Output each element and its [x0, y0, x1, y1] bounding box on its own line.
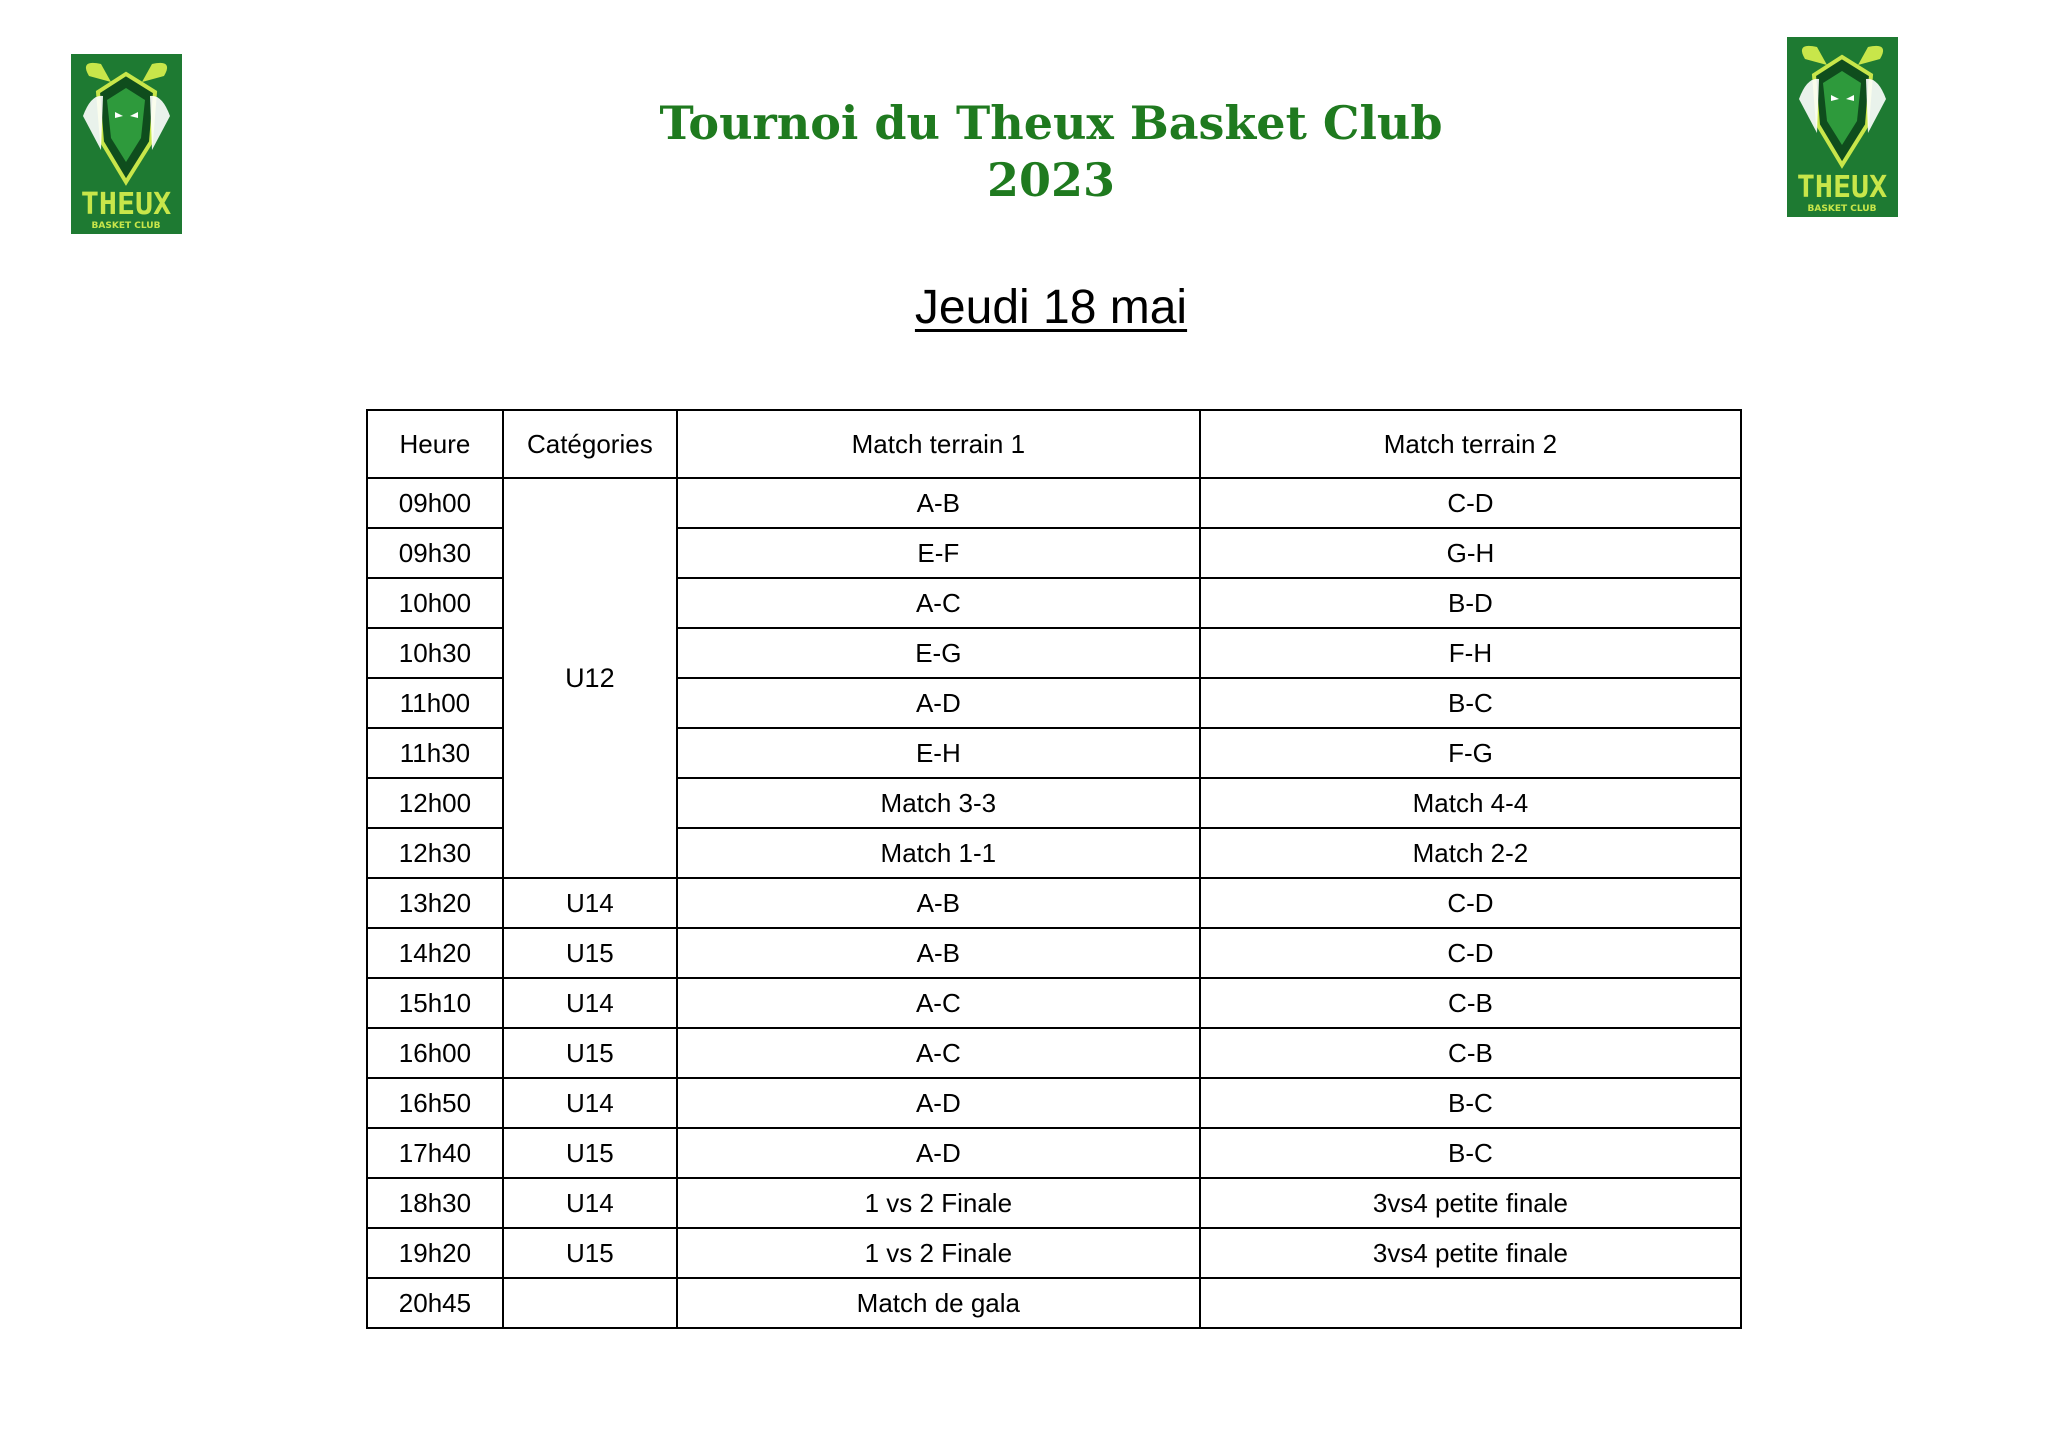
cell-heure: 11h00 [367, 678, 503, 728]
cell-terrain-2: F-H [1200, 628, 1741, 678]
cell-terrain-1: E-F [677, 528, 1200, 578]
table-row [367, 1128, 1741, 1178]
cell-terrain-1: A-D [677, 1078, 1200, 1128]
cell-categorie: U15 [503, 1228, 677, 1278]
cell-terrain-2: B-D [1200, 578, 1741, 628]
column-header-categories: Catégories [503, 410, 677, 478]
cell-heure: 16h50 [367, 1078, 503, 1128]
cell-terrain-1: E-G [677, 628, 1200, 678]
cell-terrain-2: G-H [1200, 528, 1741, 578]
cell-terrain-2: 3vs4 petite finale [1200, 1178, 1741, 1228]
svg-text:THEUX: THEUX [1796, 170, 1888, 205]
cell-heure: 11h30 [367, 728, 503, 778]
table-row [367, 1228, 1741, 1278]
table-row [367, 928, 1741, 978]
cell-terrain-2: Match 2-2 [1200, 828, 1741, 878]
cell-terrain-1: A-C [677, 1028, 1200, 1078]
column-header-heure: Heure [367, 410, 503, 478]
cell-terrain-2: C-B [1200, 1028, 1741, 1078]
page-title: Tournoi du Theux Basket Club [659, 96, 1443, 150]
svg-text:BASKET CLUB: BASKET CLUB [1807, 204, 1877, 214]
cell-heure: 14h20 [367, 928, 503, 978]
cell-heure: 15h10 [367, 978, 503, 1028]
table-row [367, 1028, 1741, 1078]
cell-terrain-1: A-D [677, 678, 1200, 728]
cell-terrain-2: C-D [1200, 928, 1741, 978]
cell-heure: 18h30 [367, 1178, 503, 1228]
schedule-table [366, 409, 1742, 1329]
cell-categorie: U14 [503, 1078, 677, 1128]
page-title-year: 2023 [986, 153, 1116, 207]
cell-heure: 17h40 [367, 1128, 503, 1178]
cell-terrain-1: A-B [677, 878, 1200, 928]
cell-terrain-1: A-C [677, 978, 1200, 1028]
cell-terrain-1: A-D [677, 1128, 1200, 1178]
column-header-terrain-2: Match terrain 2 [1200, 410, 1741, 478]
schedule-body [367, 478, 1741, 1328]
cell-terrain-2 [1200, 1278, 1741, 1328]
table-row [367, 1278, 1741, 1328]
svg-text:THEUX: THEUX [80, 187, 172, 222]
cell-heure: 12h30 [367, 828, 503, 878]
cell-heure: 10h30 [367, 628, 503, 678]
cell-terrain-1: Match 1-1 [677, 828, 1200, 878]
table-row [367, 478, 1741, 528]
date-heading-text: Jeudi 18 mai [914, 281, 1188, 334]
cell-terrain-2: C-D [1200, 478, 1741, 528]
cell-terrain-2: B-C [1200, 1128, 1741, 1178]
cell-heure: 10h00 [367, 578, 503, 628]
cell-terrain-2: 3vs4 petite finale [1200, 1228, 1741, 1278]
cell-categorie: U15 [503, 928, 677, 978]
cell-categorie: U15 [503, 1128, 677, 1178]
cell-terrain-1: A-B [677, 478, 1200, 528]
cell-terrain-1: A-C [677, 578, 1200, 628]
cell-heure: 19h20 [367, 1228, 503, 1278]
cell-terrain-1: E-H [677, 728, 1200, 778]
cell-terrain-2: B-C [1200, 678, 1741, 728]
cell-terrain-2: C-D [1200, 878, 1741, 928]
cell-categorie: U15 [503, 1028, 677, 1078]
cell-categorie: U14 [503, 1178, 677, 1228]
table-row [367, 978, 1741, 1028]
cell-terrain-1: Match de gala [677, 1278, 1200, 1328]
table-row [367, 1178, 1741, 1228]
cell-terrain-1: 1 vs 2 Finale [677, 1178, 1200, 1228]
cell-terrain-2: C-B [1200, 978, 1741, 1028]
svg-text:BASKET CLUB: BASKET CLUB [91, 221, 161, 231]
cell-terrain-1: Match 3-3 [677, 778, 1200, 828]
cell-terrain-2: F-G [1200, 728, 1741, 778]
cell-heure: 09h30 [367, 528, 503, 578]
cell-heure: 09h00 [367, 478, 503, 528]
cell-heure: 12h00 [367, 778, 503, 828]
cell-heure: 20h45 [367, 1278, 503, 1328]
cell-categorie: U14 [503, 978, 677, 1028]
cell-heure: 13h20 [367, 878, 503, 928]
cell-terrain-2: B-C [1200, 1078, 1741, 1128]
cell-categorie-merged: U12 [503, 478, 677, 878]
table-row [367, 1078, 1741, 1128]
table-row [367, 878, 1741, 928]
cell-terrain-1: 1 vs 2 Finale [677, 1228, 1200, 1278]
table-header-row [367, 410, 1741, 478]
date-heading [0, 278, 2048, 338]
column-header-terrain-1: Match terrain 1 [677, 410, 1200, 478]
cell-heure: 16h00 [367, 1028, 503, 1078]
cell-categorie: U14 [503, 878, 677, 928]
cell-terrain-2: Match 4-4 [1200, 778, 1741, 828]
cell-terrain-1: A-B [677, 928, 1200, 978]
cell-categorie [503, 1278, 677, 1328]
